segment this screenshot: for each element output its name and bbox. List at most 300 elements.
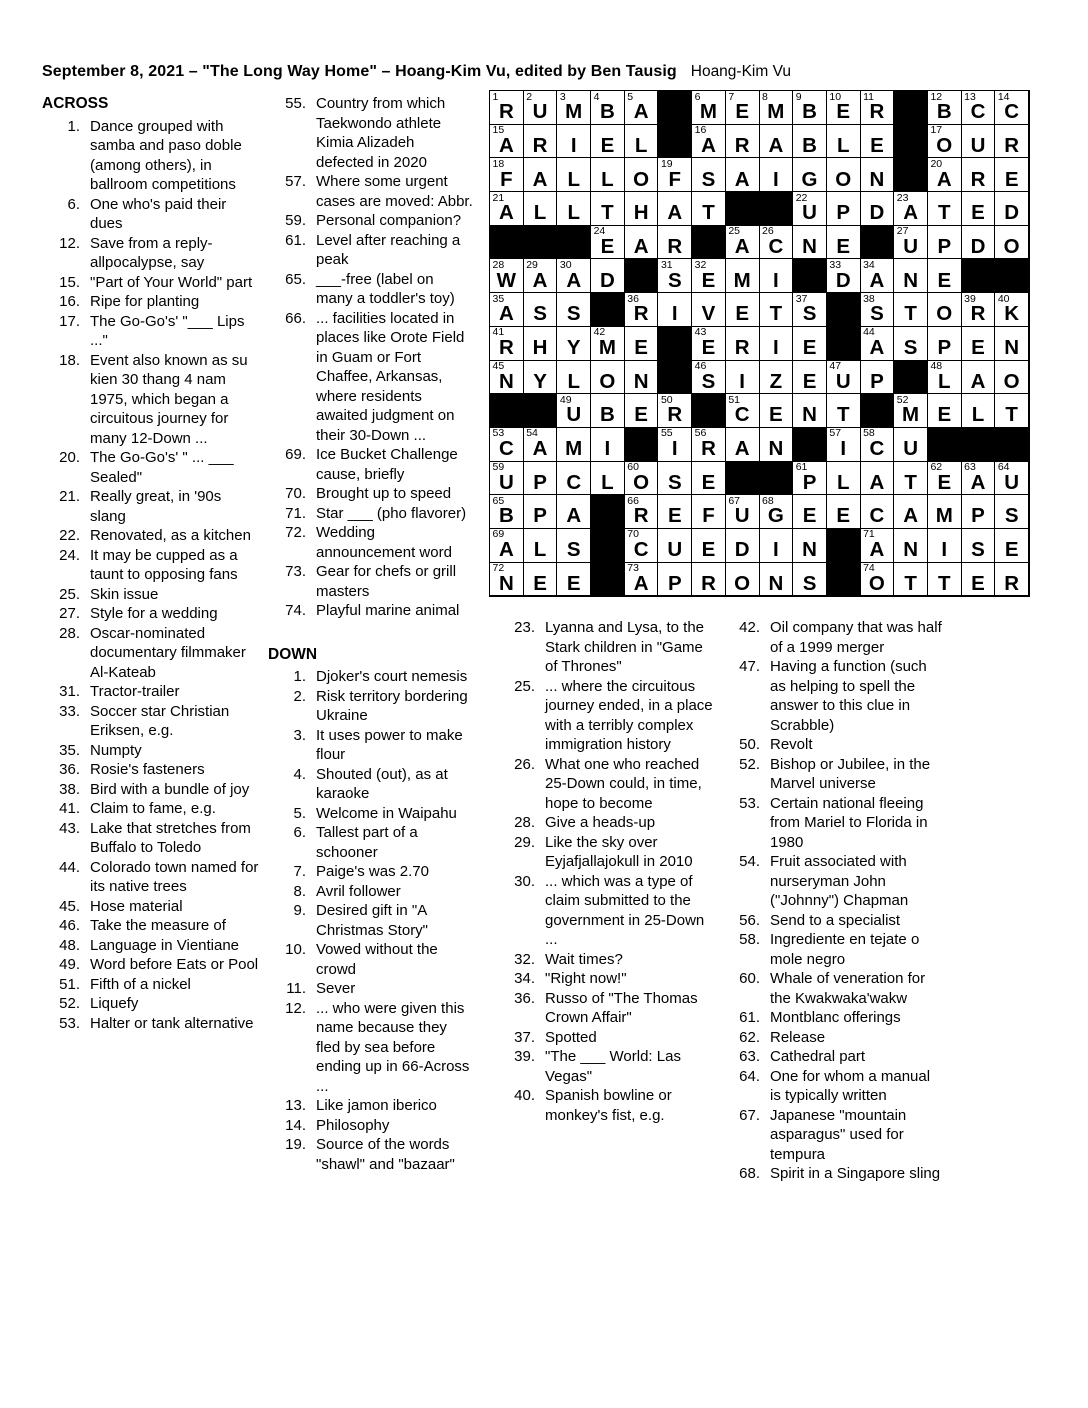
- clue-number: 12.: [285, 999, 306, 1017]
- grid-cell[interactable]: [861, 529, 895, 563]
- cell-letter: O: [633, 470, 650, 494]
- grid-cell[interactable]: [928, 91, 962, 125]
- grid-cell[interactable]: [995, 293, 1029, 327]
- grid-cell[interactable]: [928, 192, 962, 226]
- grid-cell[interactable]: [557, 259, 591, 293]
- grid-cell[interactable]: [557, 91, 591, 125]
- grid-cell[interactable]: [995, 394, 1029, 428]
- cell-letter: L: [836, 133, 850, 157]
- cell-letter: R: [633, 504, 649, 528]
- grid-cell[interactable]: [625, 495, 659, 529]
- grid-cell[interactable]: [995, 158, 1029, 192]
- grid-cell[interactable]: [995, 192, 1029, 226]
- grid-cell[interactable]: [760, 495, 794, 529]
- grid-cell[interactable]: [625, 226, 659, 260]
- grid-cell[interactable]: [995, 125, 1029, 159]
- grid-cell[interactable]: [760, 158, 794, 192]
- grid-cell[interactable]: [995, 91, 1029, 125]
- grid-cell[interactable]: [658, 462, 692, 496]
- grid-cell[interactable]: [726, 428, 760, 462]
- grid-cell[interactable]: [793, 495, 827, 529]
- grid-cell[interactable]: [692, 293, 726, 327]
- clue-text: Montblanc offerings: [770, 1009, 901, 1026]
- grid-cell[interactable]: [557, 158, 591, 192]
- cell-letter: R: [734, 336, 750, 359]
- grid-cell[interactable]: [591, 158, 625, 192]
- grid-cell[interactable]: [557, 563, 591, 597]
- grid-cell[interactable]: [793, 91, 827, 125]
- grid-cell[interactable]: [557, 529, 591, 563]
- grid-cell[interactable]: [894, 394, 928, 428]
- grid-cell[interactable]: [894, 529, 928, 563]
- grid-cell[interactable]: [591, 428, 625, 462]
- grid-cell[interactable]: [490, 192, 524, 226]
- grid-cell[interactable]: [490, 259, 524, 293]
- clue-item: [497, 1086, 719, 1125]
- grid-cell[interactable]: [793, 293, 827, 327]
- grid-cell[interactable]: [928, 462, 962, 496]
- clue-item: [42, 624, 268, 683]
- clue-item: [42, 819, 268, 858]
- clue-number: 52.: [59, 995, 80, 1012]
- grid-cell[interactable]: [524, 495, 558, 529]
- grid-cell[interactable]: [726, 293, 760, 327]
- grid-cell[interactable]: [962, 327, 996, 361]
- grid-cell[interactable]: [962, 563, 996, 597]
- grid-cell[interactable]: [995, 462, 1029, 496]
- cell-letter: E: [937, 268, 952, 292]
- cell-number: 2: [526, 90, 533, 103]
- grid-cell[interactable]: [557, 192, 591, 226]
- grid-cell[interactable]: [861, 428, 895, 462]
- grid-cell[interactable]: [658, 259, 692, 293]
- clue-item: [42, 585, 268, 605]
- grid-cell[interactable]: [692, 91, 726, 125]
- clue-column-mixed: [268, 94, 480, 1174]
- grid-cell[interactable]: [490, 327, 524, 361]
- grid-cell[interactable]: [591, 91, 625, 125]
- grid-cell[interactable]: [962, 226, 996, 260]
- grid-cell[interactable]: [928, 563, 962, 597]
- grid-cell[interactable]: [760, 428, 794, 462]
- cell-number: 9: [795, 90, 802, 103]
- cell-number: 52: [896, 393, 909, 406]
- grid-cell[interactable]: [490, 158, 524, 192]
- clue-number: 54.: [739, 853, 760, 870]
- clue-text: Like the sky over Eyjafjallajokull in 2010: [545, 833, 693, 870]
- clue-item: [497, 872, 719, 950]
- grid-cell[interactable]: [692, 529, 726, 563]
- cell-letter: F: [702, 504, 715, 528]
- grid-cell[interactable]: [760, 259, 794, 293]
- clue-number: 5.: [293, 804, 306, 822]
- grid-cell[interactable]: [726, 394, 760, 428]
- cell-letter: T: [904, 571, 917, 595]
- grid-cell[interactable]: [625, 327, 659, 361]
- cell-letter: R: [667, 234, 683, 258]
- grid-cell[interactable]: [557, 495, 591, 529]
- grid-cell[interactable]: [625, 529, 659, 563]
- grid-cell[interactable]: [490, 428, 524, 462]
- grid-cell[interactable]: [827, 192, 861, 226]
- cell-letter: B: [600, 100, 615, 124]
- cell-letter: E: [566, 571, 581, 595]
- clue-number: 3.: [293, 726, 306, 744]
- grid-cell[interactable]: [861, 293, 895, 327]
- grid-cell[interactable]: [591, 327, 625, 361]
- grid-cell[interactable]: [894, 495, 928, 529]
- clue-number: 9.: [293, 902, 306, 919]
- grid-cell[interactable]: [692, 428, 726, 462]
- cell-letter: A: [566, 504, 582, 528]
- grid-cell[interactable]: [827, 125, 861, 159]
- clue-number: 29.: [514, 833, 535, 851]
- grid-cell[interactable]: [962, 192, 996, 226]
- grid-cell[interactable]: [726, 158, 760, 192]
- grid-cell[interactable]: [524, 529, 558, 563]
- grid-cell[interactable]: [524, 563, 558, 597]
- grid-cell[interactable]: [894, 293, 928, 327]
- clue-text: Rosie's fasteners: [90, 761, 205, 778]
- grid-cell[interactable]: [524, 361, 558, 395]
- grid-cell[interactable]: [827, 226, 861, 260]
- grid-cell[interactable]: [928, 327, 962, 361]
- grid-cell[interactable]: [962, 462, 996, 496]
- grid-cell[interactable]: [793, 226, 827, 260]
- grid-cell[interactable]: [658, 192, 692, 226]
- clue-text: Ripe for planting: [90, 293, 200, 310]
- grid-cell[interactable]: [793, 361, 827, 395]
- grid-cell[interactable]: [760, 394, 794, 428]
- grid-cell[interactable]: [894, 327, 928, 361]
- clue-number: 41.: [59, 800, 80, 817]
- cell-number: 17: [930, 124, 943, 137]
- puzzle-byline: Hoang-Kim Vu: [690, 63, 791, 80]
- grid-cell[interactable]: [658, 293, 692, 327]
- grid-cell[interactable]: [625, 394, 659, 428]
- grid-cell[interactable]: [928, 158, 962, 192]
- grid-cell[interactable]: [591, 361, 625, 395]
- cell-number: 35: [492, 292, 505, 305]
- grid-cell[interactable]: [827, 91, 861, 125]
- grid-cell[interactable]: [591, 259, 625, 293]
- grid-cell[interactable]: [658, 529, 692, 563]
- grid-cell[interactable]: [625, 361, 659, 395]
- cell-number: 59: [492, 461, 505, 474]
- grid-cell[interactable]: [861, 259, 895, 293]
- grid-cell[interactable]: [760, 563, 794, 597]
- cell-letter: I: [671, 302, 678, 326]
- grid-cell[interactable]: [793, 394, 827, 428]
- clue-number: 59.: [285, 212, 306, 229]
- grid-cell[interactable]: [490, 563, 524, 597]
- clue-number: 69.: [285, 446, 306, 463]
- cell-number: 36: [627, 292, 639, 305]
- grid-cell[interactable]: [962, 293, 996, 327]
- clue-number: 63.: [739, 1048, 760, 1065]
- grid-cell[interactable]: [524, 259, 558, 293]
- grid-cell[interactable]: [591, 394, 625, 428]
- grid-cell[interactable]: [490, 529, 524, 563]
- grid-cell[interactable]: [861, 91, 895, 125]
- cell-letter: A: [498, 538, 514, 562]
- grid-cell[interactable]: [625, 192, 659, 226]
- clue-item: [42, 936, 268, 956]
- grid-cell[interactable]: [524, 192, 558, 226]
- clue-number: 17.: [59, 312, 80, 330]
- cell-letter: M: [565, 437, 583, 461]
- cell-letter: R: [970, 167, 986, 191]
- grid-cell[interactable]: [995, 563, 1029, 597]
- grid-cell[interactable]: [995, 327, 1029, 361]
- grid-cell[interactable]: [524, 158, 558, 192]
- grid-cell[interactable]: [827, 361, 861, 395]
- grid-cell[interactable]: [557, 462, 591, 496]
- grid-cell[interactable]: [625, 125, 659, 159]
- grid-cell[interactable]: [726, 495, 760, 529]
- grid-cell[interactable]: [995, 529, 1029, 563]
- cell-letter: R: [701, 571, 716, 595]
- grid-cell[interactable]: [928, 226, 962, 260]
- cell-number: 40: [997, 292, 1010, 305]
- grid-cell[interactable]: [726, 125, 760, 159]
- grid-cell[interactable]: [760, 361, 794, 395]
- grid-cell[interactable]: [490, 495, 524, 529]
- grid-cell[interactable]: [861, 462, 895, 496]
- grid-cell[interactable]: [894, 192, 928, 226]
- grid-cell[interactable]: [557, 293, 591, 327]
- grid-cell[interactable]: [726, 327, 760, 361]
- grid-cell[interactable]: [894, 563, 928, 597]
- grid-cell[interactable]: [928, 529, 962, 563]
- grid-cell[interactable]: [625, 462, 659, 496]
- clue-text: It uses power to make flour: [316, 726, 463, 763]
- grid-cell-black: [658, 125, 692, 159]
- grid-cell-black: [995, 259, 1029, 293]
- grid-cell[interactable]: [894, 462, 928, 496]
- grid-cell[interactable]: [692, 125, 726, 159]
- grid-cell[interactable]: [861, 563, 895, 597]
- cell-number: 10: [829, 90, 842, 103]
- clue-column-down-2: [497, 618, 719, 1125]
- grid-cell[interactable]: [928, 125, 962, 159]
- grid-cell[interactable]: [524, 327, 558, 361]
- clue-item: [722, 969, 944, 1008]
- clue-item: [42, 604, 268, 624]
- down-clue-list-continued: [497, 618, 719, 1125]
- grid-cell[interactable]: [760, 293, 794, 327]
- grid-cell[interactable]: [760, 327, 794, 361]
- grid-cell[interactable]: [793, 158, 827, 192]
- cell-number: 41: [492, 326, 505, 339]
- grid-cell[interactable]: [524, 428, 558, 462]
- clue-item: [722, 1164, 944, 1184]
- grid-cell[interactable]: [726, 226, 760, 260]
- grid-cell[interactable]: [894, 259, 928, 293]
- clue-item: [497, 618, 719, 677]
- grid-cell[interactable]: [793, 125, 827, 159]
- grid-cell[interactable]: [726, 529, 760, 563]
- grid-cell[interactable]: [490, 293, 524, 327]
- grid-cell[interactable]: [962, 361, 996, 395]
- grid-cell[interactable]: [962, 125, 996, 159]
- grid-cell[interactable]: [524, 293, 558, 327]
- grid-cell[interactable]: [894, 428, 928, 462]
- clue-item: [42, 312, 268, 351]
- grid-cell[interactable]: [692, 495, 726, 529]
- grid-cell[interactable]: [827, 428, 861, 462]
- grid-cell[interactable]: [557, 361, 591, 395]
- clue-text: Style for a wedding: [90, 605, 218, 622]
- cell-letter: U: [498, 470, 514, 494]
- grid-cell-black: [625, 259, 659, 293]
- cell-number: 26: [762, 225, 774, 238]
- clue-text: Language in Vientiane: [90, 936, 240, 954]
- grid-cell[interactable]: [591, 462, 625, 496]
- grid-cell[interactable]: [962, 158, 996, 192]
- clue-number: 67.: [739, 1106, 760, 1124]
- grid-cell[interactable]: [557, 327, 591, 361]
- grid-cell[interactable]: [760, 529, 794, 563]
- grid-cell[interactable]: [692, 327, 726, 361]
- cell-number: 19: [660, 157, 673, 170]
- cell-number: 67: [728, 494, 740, 507]
- grid-cell[interactable]: [726, 259, 760, 293]
- grid-cell[interactable]: [861, 327, 895, 361]
- clue-number: 72.: [285, 524, 306, 541]
- grid-cell[interactable]: [995, 361, 1029, 395]
- grid-cell[interactable]: [625, 293, 659, 327]
- clue-item: [268, 211, 480, 231]
- grid-cell[interactable]: [894, 226, 928, 260]
- grid-cell[interactable]: [591, 192, 625, 226]
- grid-cell[interactable]: [557, 394, 591, 428]
- grid-cell[interactable]: [827, 495, 861, 529]
- clue-text: Oil company that was half of a 1999 merger: [770, 619, 942, 656]
- grid-cell[interactable]: [658, 428, 692, 462]
- cell-letter: M: [598, 336, 616, 359]
- grid-cell[interactable]: [827, 462, 861, 496]
- grid-cell[interactable]: [658, 563, 692, 597]
- grid-cell[interactable]: [861, 125, 895, 159]
- grid-cell[interactable]: [625, 91, 659, 125]
- grid-cell[interactable]: [490, 361, 524, 395]
- clue-number: 53.: [739, 794, 760, 812]
- cell-letter: U: [566, 403, 582, 427]
- cell-letter: Z: [769, 369, 783, 393]
- grid-cell[interactable]: [524, 125, 558, 159]
- grid-cell[interactable]: [793, 462, 827, 496]
- cell-letter: U: [903, 234, 918, 258]
- grid-cell[interactable]: [827, 394, 861, 428]
- grid-cell[interactable]: [793, 529, 827, 563]
- grid-cell[interactable]: [557, 428, 591, 462]
- grid-cell[interactable]: [928, 259, 962, 293]
- grid-cell[interactable]: [692, 563, 726, 597]
- grid-cell[interactable]: [692, 158, 726, 192]
- grid-cell[interactable]: [793, 563, 827, 597]
- grid-cell[interactable]: [995, 495, 1029, 529]
- grid-cell[interactable]: [760, 226, 794, 260]
- clue-item: [268, 882, 480, 902]
- grid-cell[interactable]: [793, 192, 827, 226]
- grid-cell[interactable]: [928, 394, 962, 428]
- grid-cell-black: [591, 563, 625, 597]
- grid-cell[interactable]: [658, 495, 692, 529]
- grid-cell[interactable]: [658, 394, 692, 428]
- grid-cell[interactable]: [591, 226, 625, 260]
- grid-cell[interactable]: [726, 361, 760, 395]
- grid-cell[interactable]: [524, 462, 558, 496]
- cell-number: 5: [627, 90, 634, 103]
- cell-number: 31: [660, 258, 673, 271]
- grid-cell[interactable]: [827, 259, 861, 293]
- cell-number: 7: [728, 90, 735, 103]
- grid-cell[interactable]: [962, 495, 996, 529]
- grid-cell[interactable]: [928, 495, 962, 529]
- grid-cell[interactable]: [658, 226, 692, 260]
- grid-cell[interactable]: [625, 158, 659, 192]
- grid-cell[interactable]: [962, 394, 996, 428]
- grid-cell[interactable]: [726, 563, 760, 597]
- clue-item: [268, 601, 480, 621]
- cell-letter: W: [496, 268, 517, 292]
- cell-letter: A: [667, 201, 683, 225]
- grid-cell[interactable]: [490, 462, 524, 496]
- grid-cell[interactable]: [692, 462, 726, 496]
- cell-number: 58: [863, 427, 875, 440]
- clue-text: ... which was a type of claim submitted to the government in 25-Down ...: [545, 872, 705, 948]
- cell-number: 43: [694, 326, 707, 339]
- grid-cell[interactable]: [827, 158, 861, 192]
- grid-cell[interactable]: [962, 529, 996, 563]
- grid-cell[interactable]: [861, 495, 895, 529]
- grid-cell[interactable]: [962, 91, 996, 125]
- grid-cell[interactable]: [861, 361, 895, 395]
- grid-cell[interactable]: [726, 91, 760, 125]
- grid-cell[interactable]: [861, 158, 895, 192]
- grid-cell[interactable]: [524, 91, 558, 125]
- grid-cell[interactable]: [557, 125, 591, 159]
- grid-cell[interactable]: [760, 125, 794, 159]
- grid-cell[interactable]: [793, 327, 827, 361]
- grid-cell[interactable]: [490, 91, 524, 125]
- clue-text: Tractor-trailer: [90, 683, 180, 700]
- grid-cell[interactable]: [692, 361, 726, 395]
- cell-letter: Y: [533, 369, 547, 393]
- cell-number: 64: [997, 461, 1010, 474]
- grid-cell[interactable]: [928, 293, 962, 327]
- grid-cell[interactable]: [658, 158, 692, 192]
- clue-text: Bird with a bundle of joy: [90, 780, 250, 798]
- grid-cell[interactable]: [591, 125, 625, 159]
- clue-text: "The ___ World: Las Vegas": [545, 1048, 681, 1085]
- cell-letter: A: [566, 268, 582, 292]
- grid-cell[interactable]: [692, 259, 726, 293]
- grid-cell[interactable]: [760, 91, 794, 125]
- clue-text: It may be cupped as a taunt to opposing fans: [90, 546, 238, 583]
- grid-cell[interactable]: [995, 226, 1029, 260]
- grid-cell[interactable]: [692, 192, 726, 226]
- grid-cell[interactable]: [625, 563, 659, 597]
- cell-letter: R: [498, 336, 514, 359]
- grid-cell[interactable]: [490, 125, 524, 159]
- cell-letter: S: [870, 302, 884, 326]
- clue-number: 71.: [285, 504, 306, 522]
- grid-cell[interactable]: [928, 361, 962, 395]
- grid-cell[interactable]: [861, 192, 895, 226]
- cell-letter: E: [971, 201, 985, 225]
